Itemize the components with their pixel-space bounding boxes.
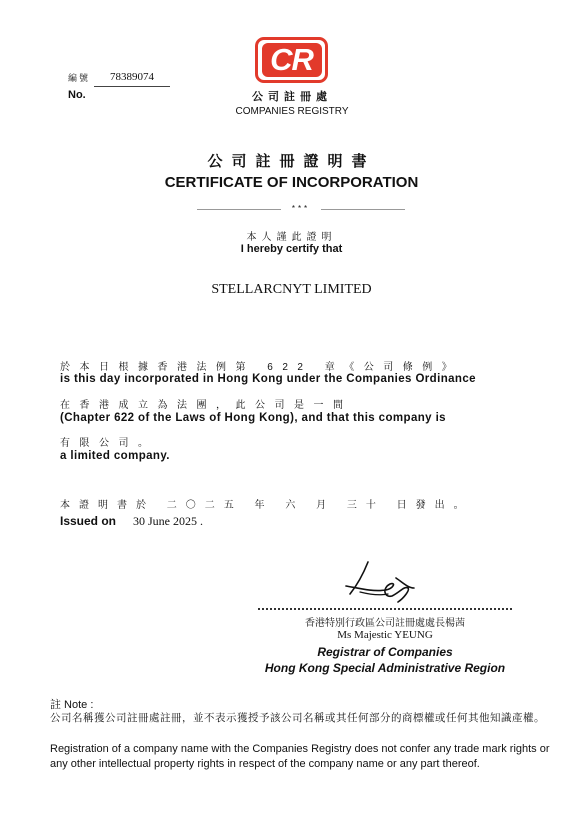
note-label: 註 Note :: [50, 699, 94, 711]
registrar-region: Hong Kong Special Administrative Region: [264, 661, 506, 675]
note-text-en: Registration of a company name with the Companies Registry does not confer any trade mark rights or any other intellectual property rights in respect of the company name or any part thereof.: [50, 743, 550, 770]
registrar-title: Registrar of Companies: [317, 645, 453, 659]
certificate-number: 78389074: [110, 71, 154, 83]
certificate-title-zh: 公司註冊證明書: [207, 153, 376, 170]
issued-label-en: Issued on: [60, 514, 117, 528]
registrar-title-zh: 香港特別行政區公司註冊處處長楊茜: [305, 618, 465, 629]
body-line2-zh: 在香港成立為法團，此公司是一間: [60, 400, 353, 411]
number-label-en: No.: [68, 89, 86, 101]
note-text-zh: 公司名稱獲公司註冊處註冊，並不表示獲授予該公司名稱或其任何部分的商標權或任何其他知識產權。: [50, 712, 545, 724]
divider-line-right: [321, 209, 405, 210]
divider-stars: ***: [291, 204, 311, 213]
issued-text-zh: 本證明書於 二〇二五 年 六 月 三十 日發出。: [60, 500, 473, 511]
certify-text-en: I hereby certify that: [240, 243, 343, 255]
body-line3-zh: 有限公司。: [60, 438, 158, 449]
body-line1-en: is this day incorporated in Hong Kong under the Companies Ordinance: [60, 373, 476, 385]
divider-line-left: [197, 209, 281, 210]
logo-text: CR: [262, 43, 322, 77]
registrar-name: Ms Majestic YEUNG: [337, 629, 433, 641]
certify-text-zh: 本人謹此證明: [246, 232, 337, 243]
body-line1-zh: 於本日根據香港法例第 622 章《公司條例》: [60, 362, 462, 373]
company-name: STELLARCNYT LIMITED: [211, 282, 372, 297]
issued-date: 30 June 2025 .: [133, 514, 203, 528]
signature-dotted-line: [258, 608, 512, 610]
number-underline: [94, 86, 170, 87]
registry-name-en: COMPANIES REGISTRY: [235, 106, 349, 117]
body-line2-en: (Chapter 622 of the Laws of Hong Kong), and that this company is: [60, 412, 446, 424]
registrar-signature: [338, 558, 418, 606]
certificate-title-en: CERTIFICATE OF INCORPORATION: [164, 174, 419, 191]
registry-name-zh: 公司註冊處: [252, 91, 332, 103]
number-label-zh: 編號: [68, 73, 91, 83]
title-divider: [197, 205, 405, 215]
companies-registry-logo: [255, 37, 328, 83]
body-line3-en: a limited company.: [60, 450, 170, 462]
